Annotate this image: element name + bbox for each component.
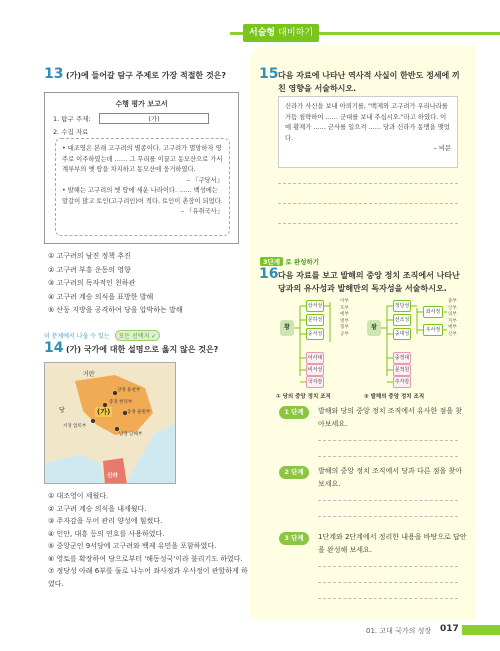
- q15-source-cite: – 비문: [433, 145, 451, 152]
- dept: 의부: [448, 312, 457, 317]
- q14-option[interactable]: ③ 주자감을 두어 관리 양성에 힘썼다.: [48, 517, 163, 525]
- q16-label-text: 로 완성하기: [285, 258, 320, 266]
- balhae-side-box: 우사정: [423, 324, 443, 336]
- capital-dot: [91, 419, 95, 423]
- q14-number: 14: [44, 340, 64, 356]
- q14-option[interactable]: ⑤ 중앙군인 9서당에 고구려와 백제 유민을 포함하였다.: [48, 542, 217, 550]
- balhae-pink-box: 문적원: [393, 364, 411, 376]
- dept: 형부: [340, 325, 349, 330]
- source-item-1: • 대조영은 본래 고구려의 별종이다. 고구려가 멸망하자 영주로 이주하였는데 …… 그 무리를 이끌고 동모산으로 가서 계루부의 옛 땅을 차지하고 동모산에 웅거하였다.: [62, 145, 223, 173]
- answer-line[interactable]: [318, 582, 458, 583]
- balhae-box: 선조성: [393, 314, 411, 326]
- badge-sub: 대비하기: [278, 28, 314, 38]
- footer-bar: [462, 625, 500, 635]
- answer-line[interactable]: [318, 516, 458, 517]
- q14-option[interactable]: ⑦ 정당성 아래 6부를 둘로 나누어 좌사정과 우사정이 관할하게 하였다.: [48, 567, 248, 588]
- q16-label-badge: 3단계: [260, 257, 283, 266]
- q13-option[interactable]: ② 고구려 부흥 운동의 영향: [48, 265, 131, 274]
- q13-option[interactable]: ③ 고구려의 독자적인 천하관: [48, 279, 136, 287]
- q15-source-text: 신라가 사신을 보내 아뢰기를, "백제와 고구려가 우리나라를 거듭 침략하여 …… 군대를 보내 주십시오."라고 하였다. 이에 황제가 …… 군사를 일으켜 …… 당과 신라가 동맹을 맺었다.: [285, 103, 450, 142]
- map-label-junggyeong: 중경 현덕부: [109, 400, 133, 405]
- footer-chapter: 01. 고대 국가의 성장: [366, 627, 432, 635]
- step-2-badge: 2 단계: [279, 466, 309, 479]
- dang-pink-box: 비서성: [306, 364, 324, 376]
- dept: 이부: [340, 299, 349, 304]
- map-label-namgyeong: 남경 남해부: [119, 432, 143, 437]
- q14-option[interactable]: ① 대조영이 세웠다.: [48, 492, 109, 500]
- q14-option[interactable]: ④ 인안, 대흥 등의 연호를 사용하였다.: [48, 529, 165, 538]
- report-data-label: 2. 수집 자료: [53, 128, 89, 136]
- q13-option[interactable]: ⑤ 산둥 지방을 공격하여 당을 압박하는 발해: [48, 306, 183, 314]
- q13-question: (가)에 들어갈 탐구 주제로 가장 적절한 것은?: [66, 71, 227, 80]
- dept: 충부: [448, 299, 457, 304]
- answer-line[interactable]: [318, 598, 458, 599]
- q14-options: [48, 490, 248, 590]
- dang-pink-box: 어사대: [306, 352, 324, 364]
- balhae-king: 왕: [367, 320, 381, 336]
- map-label-dang: 당: [59, 407, 65, 414]
- q15-question: 다음 자료에 나타난 역사적 사실이 한반도 정세에 끼친 영향을 서술하시오.: [278, 71, 460, 93]
- section-badge: [243, 24, 319, 42]
- dang-king: 황: [280, 320, 294, 336]
- dang-box: 중서성: [306, 328, 324, 340]
- map-label-khitan: 거란: [83, 371, 95, 378]
- dept: 지부: [448, 318, 457, 324]
- dang-six-departments: [340, 299, 349, 338]
- q14-tag-text: 이 문제에서 나올 수 있는: [44, 333, 110, 340]
- answer-line[interactable]: [318, 440, 458, 441]
- answer-line[interactable]: [318, 456, 458, 457]
- dept: 병부: [340, 318, 349, 324]
- answer-line[interactable]: [278, 203, 458, 204]
- badge-main: 서술형: [249, 28, 276, 38]
- dept: 예부: [340, 312, 349, 317]
- dept: 예부: [448, 325, 457, 330]
- q14-option[interactable]: ⑥ 영토를 확장하여 당으로부터 '해동성국'이라 불리기도 하였다.: [48, 554, 243, 563]
- dang-caption: ① 당의 중앙 정치 조직: [276, 394, 331, 400]
- balhae-six-departments: [448, 299, 457, 338]
- balhae-side-box: 좌사정: [423, 306, 443, 318]
- answer-line[interactable]: [318, 500, 458, 501]
- dang-box: 상서성: [306, 300, 324, 312]
- report-title: 수행 평가 보고서: [115, 100, 168, 108]
- step-3-text: 1단계와 2단계에서 정리한 내용을 바탕으로 답안을 완성해 보세요.: [318, 533, 467, 554]
- q14-option[interactable]: ② 고구려 계승 의식을 내세웠다.: [48, 504, 147, 513]
- q16-label: [260, 257, 319, 266]
- source-item-2-cite: – 『유취국사』: [180, 208, 223, 215]
- balhae-box: 중대성: [393, 328, 411, 340]
- q15-number: 15: [259, 66, 279, 82]
- q13-number: 13: [44, 66, 64, 82]
- report-topic-label: 1. 탐구 주제:: [53, 115, 91, 123]
- q14-tag-pill: 모든 선택지 ✓: [115, 330, 161, 341]
- balhae-map: [44, 362, 176, 484]
- dept: 신부: [448, 331, 457, 337]
- balhae-caption: ② 발해의 중앙 정치 조직: [364, 394, 425, 400]
- dang-box: 문하성: [306, 314, 324, 326]
- report-source-box: [55, 138, 230, 236]
- q16-question: 다음 자료를 보고 발해의 중앙 정치 조직에서 나타난 당과의 유사성과 발해만의 독자성을 서술하시오.: [278, 271, 460, 293]
- balhae-box: 정당성: [393, 300, 411, 312]
- step-3-badge: 3 단계: [279, 532, 309, 545]
- dept: 공부: [340, 331, 349, 337]
- map-label-seogyeong: 서경 압록부: [63, 424, 87, 429]
- map-label-ga: (가): [97, 408, 111, 416]
- q14-question: (가) 국가에 대한 설명으로 옳지 않은 것은?: [66, 345, 219, 354]
- source-item-1-cite: – 『구당서』: [187, 176, 223, 184]
- answer-line[interactable]: [278, 183, 458, 184]
- dept: 호부: [340, 305, 349, 311]
- dang-pink-box: 국자감: [306, 376, 324, 388]
- map-label-silla: 신라: [107, 473, 118, 479]
- q15-source-box: [278, 96, 458, 168]
- step-2-text: 발해의 중앙 정치 조직에서 당과 다른 점을 찾아보세요.: [318, 467, 463, 488]
- step-1-text: 발해와 당의 중앙 정치 조직에서 유사한 점을 찾아보세요.: [318, 407, 463, 428]
- balhae-pink-box: 주자감: [393, 376, 411, 388]
- answer-line[interactable]: [278, 223, 458, 224]
- map-label-donggyeong: 동경 용원부: [127, 410, 151, 415]
- footer-page-number: 017: [440, 624, 459, 634]
- q13-option[interactable]: ④ 고구려 계승 의식을 표방한 발해: [48, 292, 154, 301]
- source-item-2: • 발해는 고구려의 옛 땅에 세운 나라이다. …… 백성에는 말갈이 많고 토인(고구려인)이 적다. 토인이 촌장이 되었다.: [62, 187, 223, 205]
- balhae-pink-box: 중정대: [393, 352, 411, 364]
- answer-line[interactable]: [318, 566, 458, 567]
- dept: 인부: [448, 305, 457, 311]
- report-topic-field: (가): [99, 113, 209, 124]
- q13-options: [48, 250, 243, 318]
- q16-number: 16: [259, 266, 279, 282]
- q13-report-box: [44, 92, 239, 244]
- step-1-badge: 1 단계: [279, 406, 309, 419]
- map-label-sanggyeong: 상경 용천부: [117, 388, 141, 393]
- q13-option[interactable]: ① 고구려의 남진 정책 추진: [48, 252, 131, 260]
